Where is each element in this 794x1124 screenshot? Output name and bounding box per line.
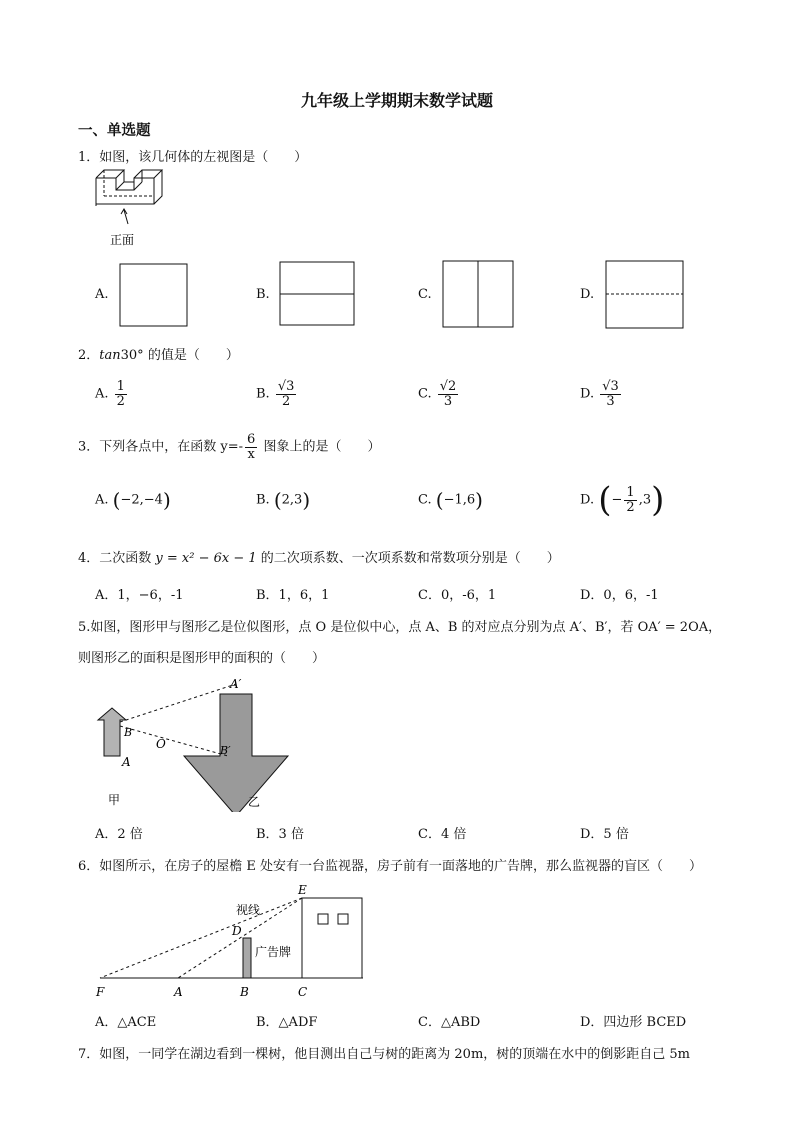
paren-close: ) bbox=[302, 488, 311, 512]
q2-option-b bbox=[256, 380, 298, 408]
label-b: B bbox=[124, 726, 133, 739]
paren-open: ( bbox=[112, 488, 121, 512]
q3-option-b bbox=[256, 488, 310, 512]
denominator: x bbox=[247, 446, 255, 462]
question-7-stem: 7．如图，一同学在湖边看到一棵树，他目测出自己与树的距离为 20m，树的顶端在水中的倒影距自己 5m bbox=[78, 1047, 691, 1062]
label-sight: 视线 bbox=[236, 903, 261, 917]
option-letter: D. bbox=[580, 386, 595, 402]
fraction bbox=[245, 433, 257, 461]
option-letter: C. bbox=[418, 492, 432, 508]
q4-option-a: A．1，−6，-1 bbox=[95, 588, 184, 603]
house bbox=[302, 898, 362, 978]
option-letter: A. bbox=[95, 492, 109, 508]
section-heading: 一、单选题 bbox=[78, 122, 151, 139]
numerator: 1 bbox=[626, 484, 635, 500]
q2-option-a bbox=[95, 380, 129, 408]
denominator: 2 bbox=[116, 393, 125, 409]
q1-option-b-figure bbox=[278, 260, 358, 328]
label-d: D bbox=[232, 924, 242, 938]
q1-option-c-letter: C. bbox=[418, 287, 432, 302]
option-letter: C. bbox=[418, 386, 432, 402]
q6-option-c: C．△ABD bbox=[418, 1015, 481, 1030]
q4-prefix: 4．二次函数 bbox=[78, 551, 156, 566]
q1-option-d-letter: D. bbox=[580, 287, 595, 302]
label-f: F bbox=[96, 985, 105, 999]
q3-option-a bbox=[95, 488, 171, 512]
q1-option-c-figure bbox=[441, 259, 516, 329]
q2-option-d bbox=[580, 380, 623, 408]
q1-option-a-letter: A. bbox=[95, 287, 109, 302]
q2-angle: 30° bbox=[120, 348, 144, 363]
option-letter: A. bbox=[95, 386, 109, 402]
label-yi: 乙 bbox=[248, 795, 261, 809]
question-5-line2: 则图形乙的面积是图形甲的面积的（ ） bbox=[78, 651, 326, 666]
label-a: A bbox=[122, 755, 131, 769]
numerator: √3 bbox=[602, 379, 619, 394]
denominator: 3 bbox=[443, 393, 453, 409]
q1-option-b-letter: B. bbox=[256, 287, 270, 302]
label-billboard: 广告牌 bbox=[255, 945, 292, 959]
paren-close: ) bbox=[651, 480, 665, 520]
q5-option-c: C．4 倍 bbox=[418, 827, 467, 842]
fraction bbox=[600, 380, 621, 408]
fraction bbox=[438, 380, 459, 408]
q4-suffix: 的二次项系数、一次项系数和常数项分别是（ ） bbox=[256, 551, 560, 566]
question-1-stem: 1．如图，该几何体的左视图是（ ） bbox=[78, 150, 308, 165]
q5-homothety-figure bbox=[88, 676, 308, 812]
q4-option-d: D．0，6，-1 bbox=[580, 588, 659, 603]
q2-rest: 的值是（ ） bbox=[143, 348, 239, 363]
point-coords: −2,−4 bbox=[120, 492, 163, 508]
fraction bbox=[624, 486, 636, 514]
question-3-stem bbox=[78, 433, 380, 461]
q4-option-b: B．1，6，1 bbox=[256, 588, 330, 603]
q2-number: 2． bbox=[78, 348, 100, 363]
q5-option-d: D．5 倍 bbox=[580, 827, 629, 842]
shape-jia bbox=[98, 708, 126, 756]
denominator: 2 bbox=[626, 499, 635, 515]
q6-option-d: D．四边形 BCED bbox=[580, 1015, 687, 1030]
fraction bbox=[276, 380, 297, 408]
shape-yi bbox=[184, 694, 288, 812]
denominator: 3 bbox=[606, 393, 615, 409]
question-2-stem bbox=[78, 344, 239, 363]
option-letter: D. bbox=[580, 492, 595, 508]
question-5-line1: 5.如图，图形甲与图形乙是位似图形，点 O 是位似中心，点 A、B 的对应点分别为点 A′、B′，若 OA′ = 2OA， bbox=[78, 620, 722, 635]
numerator: 6 bbox=[247, 432, 256, 447]
q5-option-a: A．2 倍 bbox=[95, 827, 143, 842]
front-label: 正面 bbox=[110, 233, 135, 247]
label-jia: 甲 bbox=[108, 793, 121, 807]
paren-close: ) bbox=[162, 488, 171, 512]
paren-open: ( bbox=[435, 488, 444, 512]
q3-option-d bbox=[580, 480, 664, 520]
point-coords: 2,3 bbox=[281, 492, 303, 508]
point-coords: −1,6 bbox=[443, 492, 476, 508]
label-b-prime: B′ bbox=[220, 744, 231, 757]
denominator: 2 bbox=[281, 393, 291, 409]
option-letter: B. bbox=[256, 386, 270, 402]
q5-option-b: B．3 倍 bbox=[256, 827, 304, 842]
numerator: 1 bbox=[116, 379, 125, 394]
q2-function: tan bbox=[99, 348, 121, 363]
window-icon bbox=[338, 914, 348, 924]
label-a: A bbox=[174, 985, 183, 999]
point-y: ,3 bbox=[638, 492, 652, 508]
fraction bbox=[115, 380, 127, 408]
numerator: √3 bbox=[277, 379, 295, 394]
q1-solid-figure bbox=[88, 166, 183, 250]
label-o: O bbox=[156, 737, 166, 751]
page-title: 九年级上学期期末数学试题 bbox=[300, 91, 493, 110]
q1-option-d-figure bbox=[604, 259, 686, 331]
billboard bbox=[243, 938, 251, 978]
q1-option-a-figure bbox=[118, 262, 190, 328]
q3-suffix: 图象上的是（ ） bbox=[259, 439, 381, 455]
q6-option-b: B．△ADF bbox=[256, 1015, 318, 1030]
label-c: C bbox=[298, 985, 308, 999]
q3-option-c bbox=[418, 488, 483, 512]
question-4-stem bbox=[78, 547, 560, 566]
q6-blind-area-figure bbox=[88, 878, 378, 1002]
label-b: B bbox=[240, 985, 249, 999]
q3-prefix: 3．下列各点中，在函数 y=- bbox=[78, 439, 244, 455]
paren-open: ( bbox=[598, 480, 612, 520]
q4-expression: y = x² − 6x − 1 bbox=[155, 551, 257, 566]
minus-sign: − bbox=[611, 492, 623, 508]
window-icon bbox=[318, 914, 328, 924]
q2-option-c bbox=[418, 380, 460, 408]
option-letter: B. bbox=[256, 492, 270, 508]
paren-close: ) bbox=[475, 488, 483, 512]
paren-open: ( bbox=[273, 488, 282, 512]
q6-option-a: A．△ACE bbox=[95, 1015, 157, 1030]
q4-option-c: C．0，-6，1 bbox=[418, 588, 497, 603]
label-a-prime: A′ bbox=[230, 677, 242, 691]
question-6-stem: 6．如图所示，在房子的屋檐 E 处安有一台监视器，房子前有一面落地的广告牌，那么监视器的盲区（ ） bbox=[78, 859, 703, 874]
numerator: √2 bbox=[439, 379, 457, 394]
label-e: E bbox=[298, 883, 307, 897]
